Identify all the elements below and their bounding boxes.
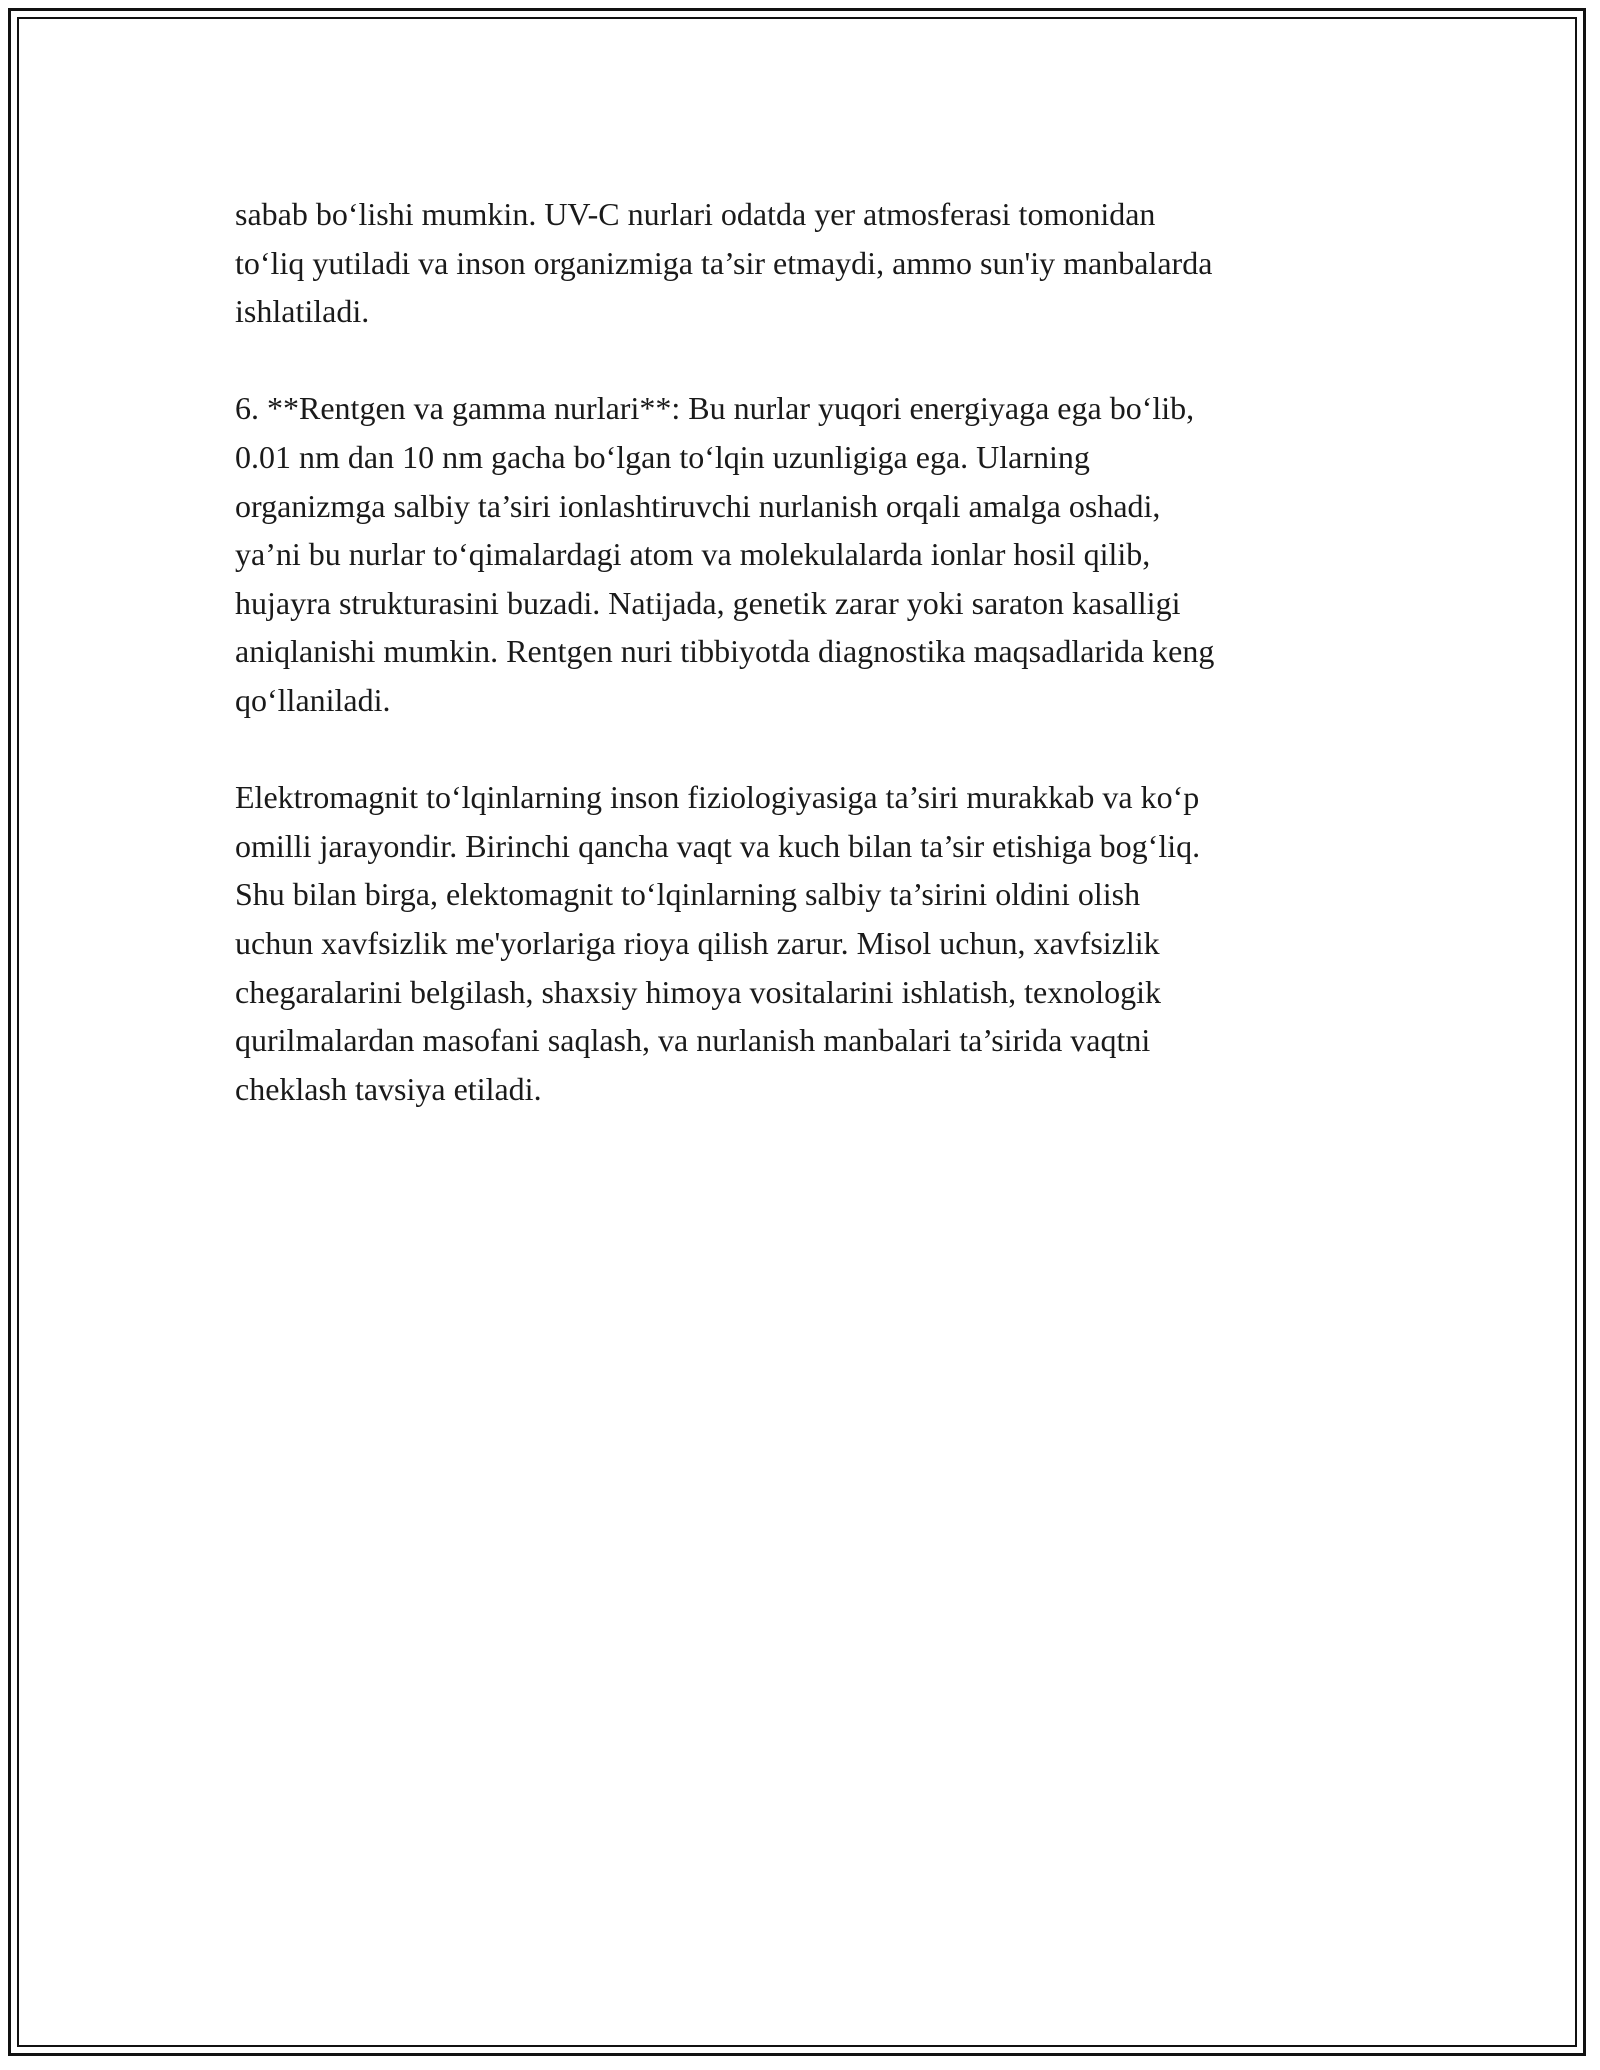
text-line: sabab bo‘lishi mumkin. UV-C nurlari odatda yer atmosferasi tomonidan [235,196,1156,232]
text-line: ya’ni bu nurlar to‘qimalardagi atom va molekulalarda ionlar hosil qilib, [235,536,1151,573]
text-line: to‘liq yutiladi va inson organizmiga ta’sir etmaydi, ammo sun'iy manbalarda [235,244,1213,281]
text-line: cheklash tavsiya etiladi. [235,1070,542,1107]
text-line: qo‘llaniladi. [235,681,391,718]
text-line: 6. **Rentgen va gamma nurlari**: Bu nurlar yuqori energiyaga ega bo‘lib, [235,390,1195,427]
text-line: hujayra strukturasini buzadi. Natijada, genetik zarar yoki saraton kasalligi [235,584,1181,621]
text-line: 0.01 nm dan 10 nm gacha bo‘lgan to‘lqin uzunligiga ega. Ularning [235,438,1090,475]
text-line: Elektromagnit to‘lqinlarning inson fiziologiyasiga ta’siri murakkab va ko‘p [235,779,1200,816]
document-body [235,190,1385,1162]
text-line: qurilmalardan masofani saqlash, va nurlanish manbalari ta’sirida vaqtni [235,1022,1151,1059]
text-line: Shu bilan birga, elektomagnit to‘lqinlarning salbiy ta’sirini oldini olish [235,876,1141,913]
text-line: uchun xavfsizlik me'yorlariga rioya qilish zarur. Misol uchun, xavfsizlik [235,924,1160,961]
text-line: ishlatiladi. [235,293,370,330]
paragraph-xray-gamma [235,384,1385,724]
text-line: omilli jarayondir. Birinchi qancha vaqt va kuch bilan ta’sir etishiga bog‘liq. [235,827,1201,864]
text-line: organizmga salbiy ta’siri ionlashtiruvchi nurlanish orqali amalga oshadi, [235,487,1161,524]
text-line: chegaralarini belgilash, shaxsiy himoya vositalarini ishlatish, texnologik [235,973,1162,1010]
paragraph-conclusion [235,773,1385,1113]
paragraph-uv-c [235,190,1385,336]
text-line: aniqlanishi mumkin. Rentgen nuri tibbiyotda diagnostika maqsadlarida keng [235,633,1215,670]
